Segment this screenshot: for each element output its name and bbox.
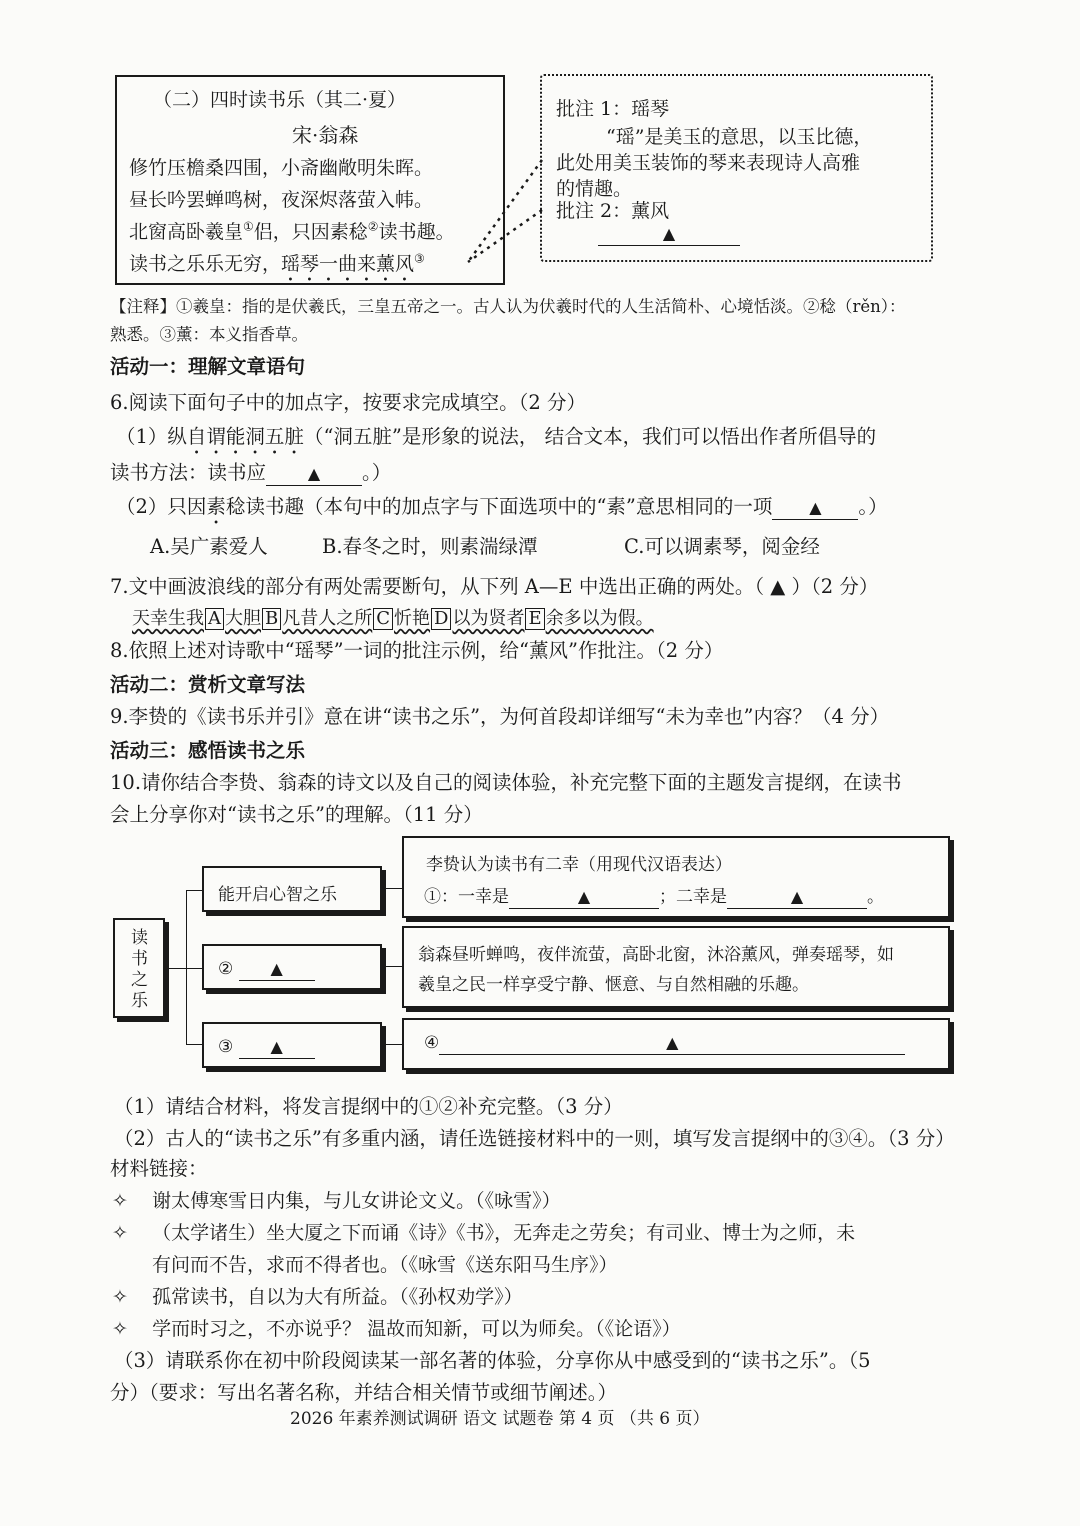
q9: 9.李贽的《读书乐并引》意在讲“读书之乐”，为何首段却详细写“未为幸也”内容？（4 分）: [110, 705, 890, 728]
outline-branch-2: ② ▲: [202, 944, 382, 990]
q10-line-2: 会上分享你对“读书之乐”的理解。（11 分）: [110, 803, 483, 826]
note1-body-1: “瑶”是美玉的意思，以玉比德，: [606, 126, 873, 148]
page-footer: 2026 年素养测试调研 语文 试题卷 第 4 页 （共 6 页）: [290, 1409, 710, 1429]
bullet-icon: ✧: [112, 1222, 128, 1244]
activity-2-heading: 活动二：赏析文章写法: [110, 673, 306, 696]
q6-part1: （1）纵自谓能洞五脏（“洞五脏”是形象的说法， 结合文本，我们可以悟出作者所倡导的: [116, 425, 877, 448]
callout-connector: [460, 150, 550, 270]
poem-line-2: 昼长吟罢蝉鸣树，夜深烬落萤入帏。: [129, 189, 434, 211]
outline-branch-1: 能开启心智之乐: [202, 866, 382, 912]
poem-title: （二）四时读书乐（其二·夏）: [153, 89, 407, 111]
q6-option-a: A.吴广素爱人: [150, 535, 268, 558]
material-2: ✧ （太学诸生）坐大厦之下而诵《诗》《书》，无奔走之劳矣；有司业、博士为之师，未: [112, 1222, 856, 1244]
outline-detail-2: 翁森昼听蝉鸣，夜伴流萤，高卧北窗，沐浴薰风，弹奏瑶琴，如 羲皇之民一样享受宁静、惬意、与自然相融的乐趣。: [402, 926, 950, 1008]
q6-option-b: B.春冬之时，则素湍绿潭: [322, 535, 538, 558]
q10-sub-3-cont: 分）（要求：写出名著名称，并结合相关情节或细节阐述。）: [110, 1381, 618, 1404]
outline-root: 读 书 之 乐: [113, 918, 165, 1018]
material-4: ✧ 学而时习之，不亦说乎？ 温故而知新，可以为师矣。（《论语》）: [112, 1318, 681, 1340]
poem-line-4: 读书之乐乐无穷，瑶琴一曲来薰风③: [129, 251, 425, 275]
materials-label: 材料链接：: [110, 1157, 208, 1180]
material-2-cont: 有问而不告，求而不得者也。（《咏雪《送东阳马生序》）: [152, 1254, 618, 1276]
q10-sub-2: （2）古人的“读书之乐”有多重内涵，请任选链接材料中的一则，填写发言提纲中的③④。（3 分）: [114, 1127, 955, 1150]
q10-line-1: 10.请你结合李贽、翁森的诗文以及自己的阅读体验，补充完整下面的主题发言提纲，在读书: [110, 771, 902, 794]
bullet-icon: ✧: [112, 1286, 128, 1308]
bullet-icon: ✧: [112, 1318, 128, 1340]
bullet-icon: ✧: [112, 1190, 128, 1212]
note2-title: 批注 2：薰风: [556, 200, 670, 222]
q7-sentence: 天幸生我 A 大胆 B 凡昔人之所 C 忻艳 D 以为贤者 E 余多以为假。: [132, 608, 654, 629]
poem-author: 宋·翁森: [292, 123, 359, 147]
poem-box: [115, 75, 505, 285]
q10-sub-3: （3）请联系你在初中阶段阅读某一部名著的体验，分享你从中感受到的“读书之乐”。（5: [114, 1349, 871, 1372]
poem-line-3: 北窗高卧羲皇①侣，只因素稔②读书趣。: [129, 219, 455, 243]
note2-blank: ▲: [598, 222, 740, 246]
note1-body-2: 此处用美玉装饰的琴来表现诗人高雅: [556, 152, 861, 174]
footnote-2: 熟悉。③薰：本义指香草。: [110, 325, 308, 344]
footnote-1: 【注释】①羲皇：指的是伏羲氏，三皇五帝之一。古人认为伏羲时代的人生活简朴、心境恬淡。②稔（rěn）：: [110, 297, 906, 316]
outline-detail-3: ④ ▲: [402, 1018, 950, 1070]
outline-detail-1: 李贽认为读书有二幸（用现代汉语表达） ①：一幸是 ▲ ；二幸是 ▲ 。: [402, 836, 950, 918]
q10-sub-1: （1）请结合材料，将发言提纲中的①②补充完整。（3 分）: [114, 1095, 623, 1118]
outline-branch-3: ③ ▲: [202, 1022, 382, 1068]
q8: 8.依照上述对诗歌中“瑶琴”一词的批注示例，给“薰风”作批注。（2 分）: [110, 639, 724, 662]
poem-line-1: 修竹压檐桑四围，小斋幽敞明朱晖。: [129, 157, 434, 179]
q6-option-c: C.可以调素琴，阅金经: [624, 535, 820, 558]
note1-body-3: 的情趣。: [556, 178, 633, 200]
q6-stem: 6.阅读下面句子中的加点字，按要求完成填空。（2 分）: [110, 391, 586, 414]
activity-1-heading: 活动一：理解文章语句: [110, 355, 306, 378]
q7-stem: 7.文中画波浪线的部分有两处需要断句，从下列 A—E 中选出正确的两处。（ ▲ ）（2 分）: [110, 575, 879, 598]
q6-part2: （2）只因素稔读书趣（本句中的加点字与下面选项中的“素”意思相同的一项 ▲ 。）: [116, 495, 888, 518]
note1-title: 批注 1：瑶琴: [556, 98, 670, 120]
activity-3-heading: 活动三：感悟读书之乐: [110, 739, 306, 762]
annotation-box: [540, 74, 933, 262]
q6-part1-blank-line: 读书方法：读书应 ▲ 。）: [110, 461, 392, 484]
poem-line-4-dotted: 瑶琴一曲来薰风: [281, 253, 415, 275]
material-3: ✧ 孤常读书，自以为大有所益。（《孙权劝学》）: [112, 1286, 523, 1308]
material-1: ✧ 谢太傅寒雪日内集，与儿女讲论文义。（《咏雪》）: [112, 1190, 561, 1212]
